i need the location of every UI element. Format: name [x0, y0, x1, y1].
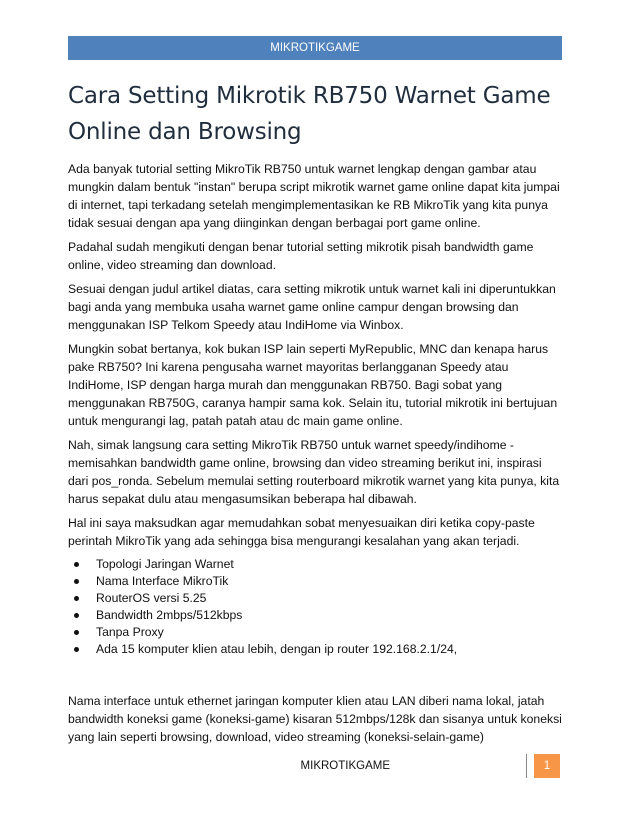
paragraph: Sesuai dengan judul artikel diatas, cara setting mikrotik untuk warnet kali ini diperuntukkan bagi anda yang membuka usaha warnet game online campur dengan browsing dan menggunakan ISP Telkom Speedy atau IndiHome via Winbox. [68, 282, 556, 332]
footer-label: MIKROTIKGAME [300, 760, 390, 772]
paragraph: Ada banyak tutorial setting MikroTik RB750 untuk warnet lengkap dengan gambar atau mungkin dalam bentuk "instan" berupa script mikrotik warnet game online dapat kita jumpai di internet, tapi terkadang setelah mengimplementasikan ke RB MikroTik yang kita punya tidak sesuai dengan apa yang diinginkan dengan berbagai port game online. [68, 162, 560, 230]
list-item: RouterOS versi 5.25 [96, 590, 564, 607]
list-item: Ada 15 komputer klien atau lebih, dengan ip router 192.168.2.1/24, [96, 641, 564, 658]
paragraph: Mungkin sobat bertanya, kok bukan ISP lain seperti MyRepublic, MNC dan kenapa harus pake RB750? Ini karena pengusaha warnet mayoritas berlangganan Speedy atau IndiHome, ISP dengan harga murah dan menggunakan RB750. Bagi sobat yang menggunakan RB750G, caranya hampir sama kok. Selain itu, tutorial mikrotik ini bertujuan untuk mengurangi lag, patah patah atau dc main game online. [68, 342, 558, 428]
list-item: Bandwidth 2mbps/512kbps [96, 607, 564, 624]
bullet-icon [74, 579, 79, 584]
bullet-icon [74, 562, 79, 567]
document-body [68, 160, 564, 752]
document-title: Cara Setting Mikrotik RB750 Warnet Game Online dan Browsing [68, 83, 551, 145]
header-label: MIKROTIKGAME [270, 42, 360, 54]
page-number: 1 [534, 754, 560, 778]
bullet-icon [74, 613, 79, 618]
paragraph: Padahal sudah mengikuti dengan benar tutorial setting mikrotik pisah bandwidth game online, video streaming dan download. [68, 240, 534, 272]
page-header-bar [68, 36, 562, 60]
bullet-icon [74, 596, 79, 601]
assumption-list [68, 556, 564, 658]
bullet-icon [74, 647, 79, 652]
paragraph: Hal ini saya maksudkan agar memudahkan sobat menyesuaikan diri ketika copy-paste perintah MikroTik yang ada sehingga bisa mengurangi kesalahan yang akan terjadi. [68, 516, 535, 548]
footer-divider [526, 754, 527, 778]
list-item: Nama Interface MikroTik [96, 573, 564, 590]
list-item: Tanpa Proxy [96, 624, 564, 641]
paragraph: Nah, simak langsung cara setting MikroTik RB750 untuk warnet speedy/indihome - memisahkan bandwidth game online, browsing dan video streaming berikut ini, inspirasi dari pos_ronda. Sebelum memulai setting routerboard mikrotik warnet yang kita punya, kita harus sepakat dulu atau mengasumsikan beberapa hal dibawah. [68, 438, 560, 506]
closing-paragraph: Nama interface untuk ethernet jaringan komputer klien atau LAN diberi nama lokal, jatah bandwidth koneksi game (koneksi-game) kisaran 512mbps/128k dan sisanya untuk koneksi yang lain seperti browsing, download, video streaming (koneksi-selain-game) [68, 694, 562, 744]
bullet-icon [74, 630, 79, 635]
list-item: Topologi Jaringan Warnet [96, 556, 564, 573]
